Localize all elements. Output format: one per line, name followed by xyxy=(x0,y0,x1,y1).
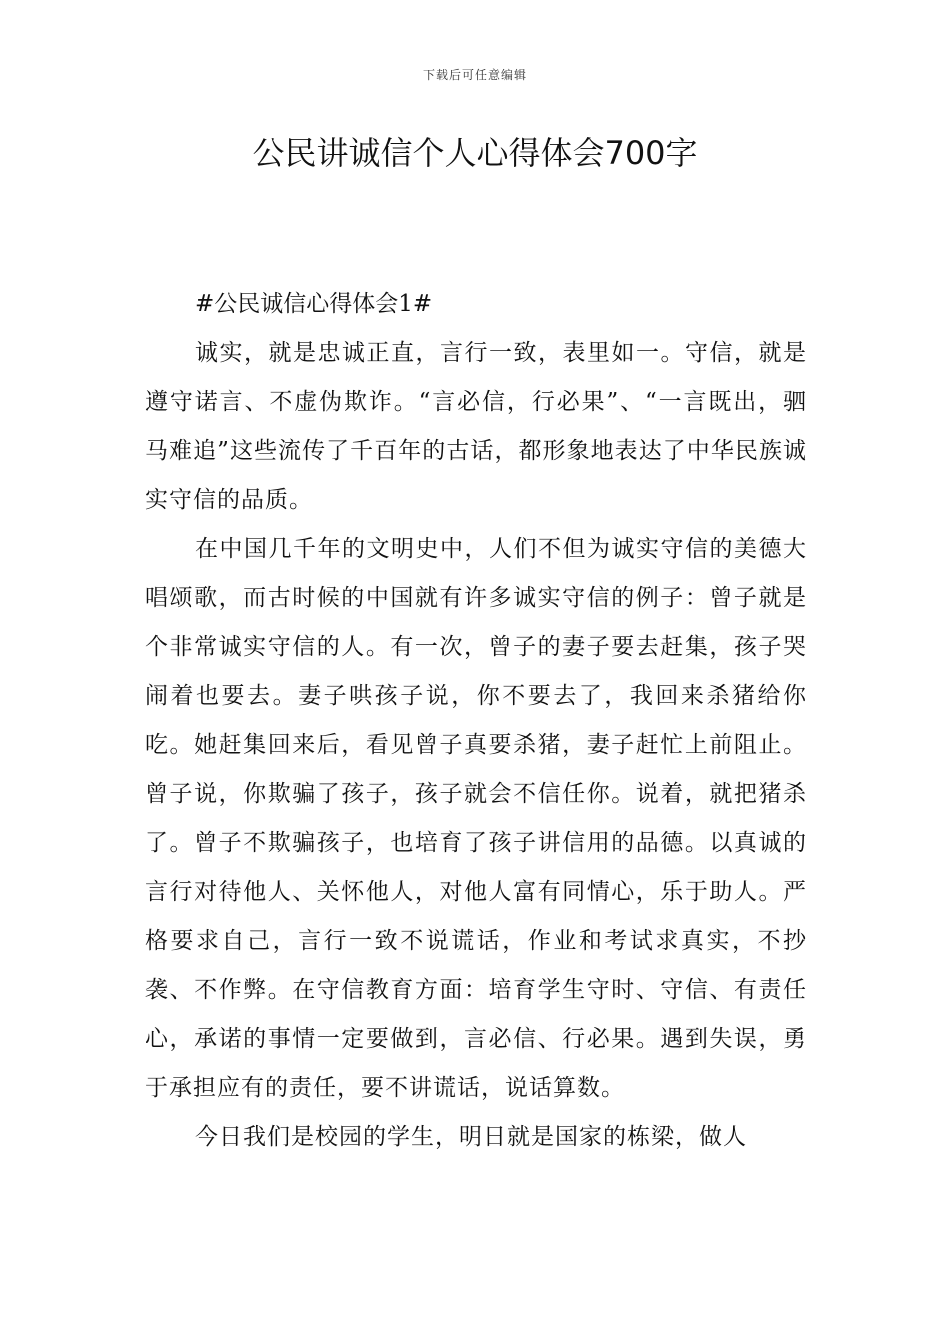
header-note: 下载后可任意编辑 xyxy=(422,68,527,82)
paragraph-1: 诚实，就是忠诚正直，言行一致，表里如一。守信，就是遵守诺言、不虚伪欺诈。“言必信，行必果”、“一言既出，驷马难追”这些流传了千百年的古话，都形象地表达了中华民族诚实守信的品质。 xyxy=(145,340,807,513)
section-heading: #公民诚信心得体会1# xyxy=(195,291,433,317)
paragraph-2: 在中国几千年的文明史中，人们不但为诚实守信的美德大唱颂歌，而古时候的中国就有许多诚实守信的例子：曾子就是个非常诚实守信的人。有一次，曾子的妻子要去赶集，孩子哭闹着也要去。妻子哄孩子说，你不要去了，我回来杀猪给你吃。她赶集回来后，看见曾子真要杀猪，妻子赶忙上前阻止。曾子说，你欺骗了孩子，孩子就会不信任你。说着，就把猪杀了。曾子不欺骗孩子，也培育了孩子讲信用的品德。以真诚的言行对待他人、关怀他人，对他人富有同情心，乐于助人。严格要求自己，言行一致不说谎话，作业和考试求真实，不抄袭、不作弊。在守信教育方面：培育学生守时、守信、有责任心，承诺的事情一定要做到，言必信、行必果。遇到失误，勇于承担应有的责任，要不讲谎话，说话算数。 xyxy=(145,536,807,1101)
document-body xyxy=(145,280,807,1162)
paragraph-3: 今日我们是校园的学生，明日就是国家的栋梁，做人 xyxy=(195,1124,747,1150)
page-title: 公民讲诚信个人心得体会700字 xyxy=(252,134,698,172)
